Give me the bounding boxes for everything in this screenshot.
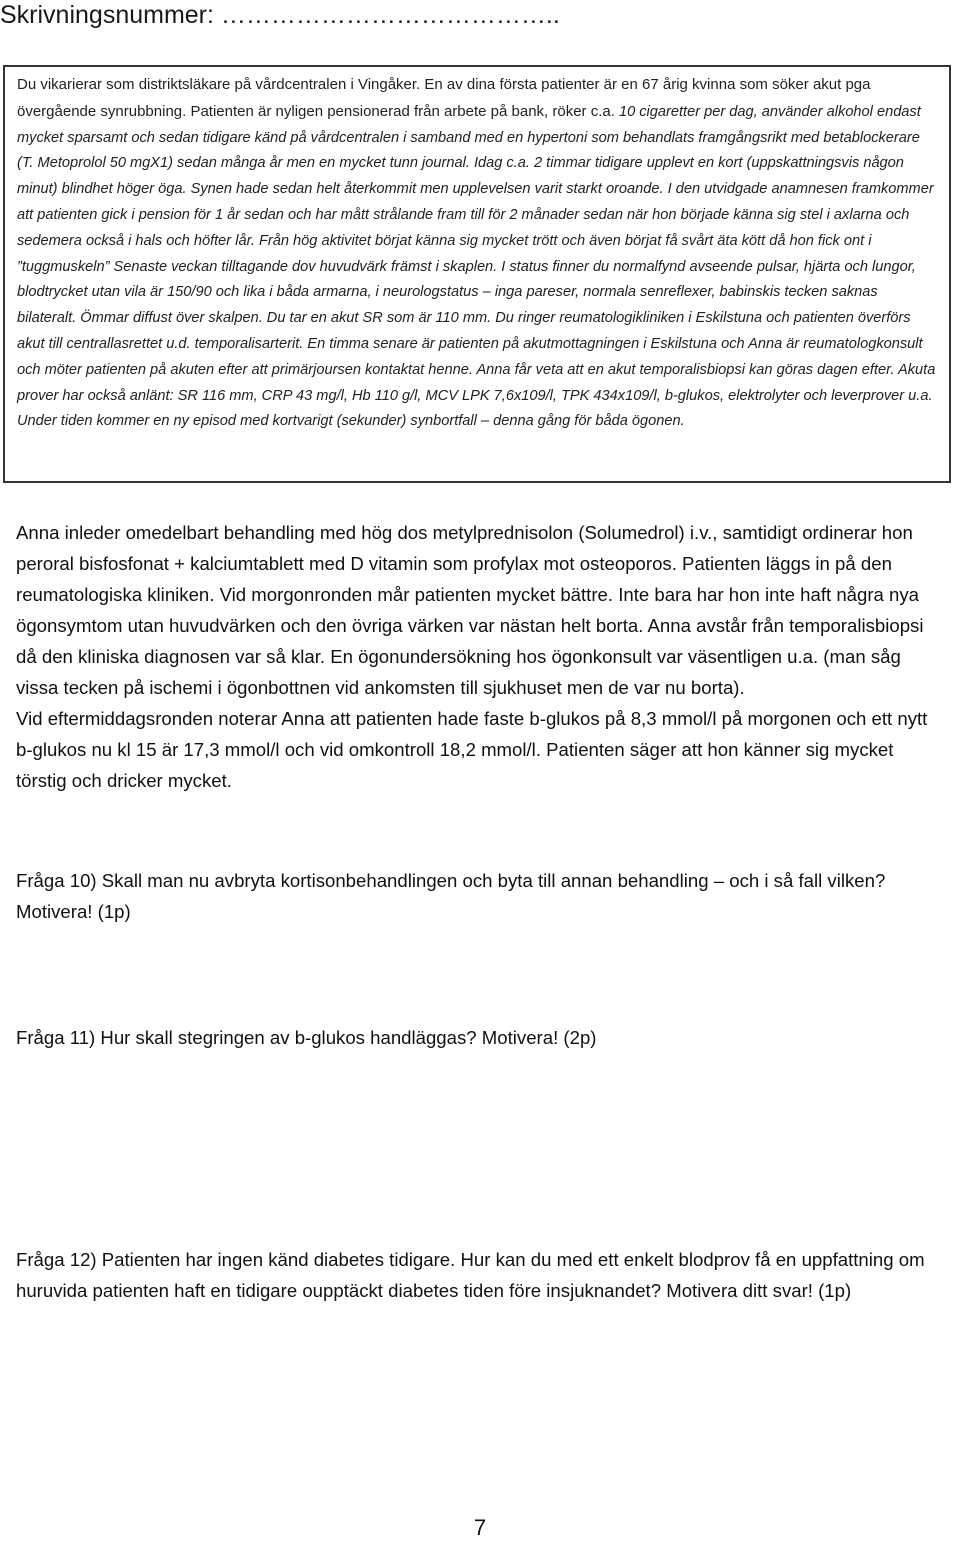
case-details: 10 cigaretter per dag, använder alkohol endast mycket sparsamt och sedan tidigare känd på vårdcentralen i samband med en hypertoni som behandlats framgångsrikt med betablockerare (T. Metoprolol 50 mgX1) sedan många år men en mycket tunn journal. Idag c.a. 2 timmar tidigare upplevt en kort (uppskattningsvis någon minut) blindhet höger öga. Synen hade sedan helt återkommit men upplevelsen varit starkt oroande. I den utvidgade anamnesen framkommer att patienten gick i pension för 1 år sedan och har mått strålande fram till för 2 månader sedan när hon började känna sig stel i axlarna och sedemera också i hals och höfter lår. Från hög aktivitet börjat känna sig mycket trött och även börjat få svårt äta kött då hon fick ont i ”tuggmuskeln” Senaste veckan tilltagande dov huvudvärk främst i skaplen. I status finner du normalfynd avseende pulsar, hjärta och lungor, blodtrycket utan vila är 150/90 och lika i båda armarna, i neurologstatus – inga pareser, normala senreflexer, babinskis tecken saknas bilateralt. Ömmar diffust över skalpen. Du tar en akut SR som är 110 mm. Du ringer reumatologikliniken i Eskilstuna och patienten överförs akut till centrallasrettet u.d. temporalisarterit. En timma senare är patienten på akutmottagningen i Eskilstuna och Anna är reumatologkonsult och möter patienten på akuten efter att primärjoursen kontaktat henne. Anna får veta att en akut temporalisbiopsi kan göras dagen efter. Akuta prover har också anlänt: SR 116 mm, CRP 43 mg/l, Hb 110 g/l, MCV LPK 7,6x109/l, TPK 434x109/l, b-glukos, elektrolyter och leverprover u.a. Under tiden kommer en ny episod med kortvarigt (sekunder) synbortfall – denna gång för båda ögonen. [17, 103, 936, 430]
question-11 [16, 1022, 946, 1053]
question-10-text: Fråga 10) Skall man nu avbryta kortisonbehandlingen och byta till annan behandling – och i så fall vilken? Motivera! (1p) [16, 870, 886, 922]
question-10 [16, 865, 946, 927]
case-description [17, 72, 939, 435]
question-12 [16, 1244, 946, 1306]
case-description-box [3, 65, 951, 483]
question-12-text: Fråga 12) Patienten har ingen känd diabetes tidigare. Hur kan du med ett enkelt blodprov få en uppfattning om huruvida patienten haft en tidigare oupptäckt diabetes tiden före insjuknandet? Motivera ditt svar! (1p) [16, 1249, 925, 1301]
treatment-paragraph-2: Vid eftermiddagsronden noterar Anna att patienten hade faste b-glukos på 8,3 mmol/l på morgonen och ett nytt b-glukos nu kl 15 är 17,3 mmol/l och vid omkontroll 18,2 mmol/l. Patienten säger att hon känner sig mycket törstig och dricker mycket. [16, 708, 928, 791]
treatment-section [16, 517, 946, 796]
page-number: 7 [473, 1515, 487, 1540]
case-lead-in: Du vikarierar som distriktsläkare på vårdcentralen i Vingåker. En av dina första patienter är en 67 årig kvinna som söker akut pga övergående synrubbning. Patienten är nyligen pensionerad från arbete på bank, röker c.a. [17, 76, 871, 120]
question-11-text: Fråga 11) Hur skall stegringen av b-glukos handläggas? Motivera! (2p) [16, 1027, 597, 1048]
exam-number-header: Skrivningsnummer: ………………………………….. [0, 1, 560, 29]
treatment-paragraph-1: Anna inleder omedelbart behandling med hög dos metylprednisolon (Solumedrol) i.v., samtidigt ordinerar hon peroral bisfosfonat + kalciumtablett med D vitamin som profylax mot osteoporos. Patienten läggs in på den reumatologiska kliniken. Vid morgonronden mår patienten mycket bättre. Inte bara har hon inte haft några nya ögonsymtom utan huvudvärken och den övriga värken var nästan helt borta. Anna avstår från temporalisbiopsi då den kliniska diagnosen var så klar. En ögonundersökning hos ögonkonsult var väsentligen u.a. (man såg vissa tecken på ischemi i ögonbottnen vid ankomsten till sjukhuset men de var nu borta). [16, 522, 924, 698]
